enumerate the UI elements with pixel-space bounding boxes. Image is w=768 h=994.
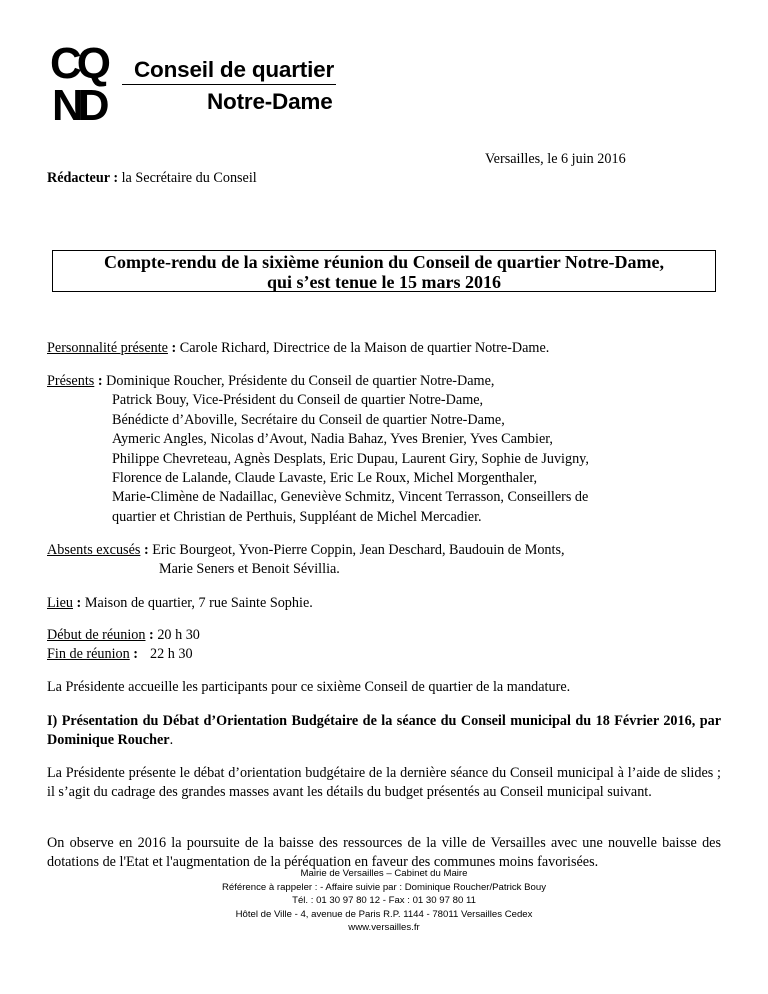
presents-line: Aymeric Angles, Nicolas d’Avout, Nadia Bahaz, Yves Brenier, Yves Cambier, [112,431,553,448]
absents-row [47,542,565,559]
logo-letters-bottom: ND [52,81,104,122]
fin-sep: : [129,646,139,663]
footer-line: Référence à rappeler : - Affaire suivie par : Dominique Roucher/Patrick Bouy [221,881,547,893]
cqnd-logo [50,42,122,122]
absents-line: Marie Seners et Benoit Sévillia. [159,561,340,578]
lieu-label: Lieu [47,595,73,611]
title-line2: qui s’est tenue le 15 mars 2016 [267,271,501,292]
logo-title-line1: Conseil de quartier [134,57,334,82]
redacteur-value: la Secrétaire du Conseil [118,170,257,186]
logo-divider [122,84,336,85]
lieu-sep: : [73,595,82,611]
paragraph-2: On observe en 2016 la poursuite de la baisse des ressources de la ville de Versailles avec une nouvelle baisse des dotations de l'Etat et l'augmentation de la péréquation en faveur des communes moins favorisées. [47,835,721,871]
personnalite-value: Carole Richard, Directrice de la Maison de quartier Notre-Dame. [176,340,550,356]
absents-sep: : [140,542,149,558]
page-footer [0,867,768,935]
personnalite-label: Personnalité présente [47,340,168,356]
presents-label: Présents [47,373,95,389]
title-line1: Compte-rendu de la sixième réunion du Conseil de quartier Notre-Dame, [104,252,664,272]
debut-row [47,627,200,644]
personnalite-row [47,340,549,357]
paragraph-1: La Présidente présente le débat d’orientation budgétaire de la dernière séance du Conseil municipal à l’aide de slides ; il s’agit du cadrage des grandes masses avant les détails du budget présentés au Conseil municipal suivant. [47,765,721,801]
presents-sep: : [94,373,103,389]
personnalite-sep: : [167,340,177,356]
footer-website-link[interactable]: www.versailles.fr [348,922,420,934]
section1-title: I) Présentation du Débat d’Orientation Budgétaire de la séance du Conseil municipal du 18 Février 2016, par Dominique Roucher [47,713,721,749]
redacteur [47,170,257,187]
presents-line: Dominique Roucher, Présidente du Conseil de quartier Notre-Dame, [102,373,495,389]
logo-title-line2: Notre-Dame [207,89,333,114]
fin-row [47,646,193,663]
section1-heading [47,712,721,751]
lieu-value: Maison de quartier, 7 rue Sainte Sophie. [81,595,313,611]
debut-value: 20 h 30 [153,627,200,643]
presents-line: quartier et Christian de Perthuis, Suppléant de Michel Mercadier. [112,508,482,525]
presents-row [47,373,494,390]
logo-letters-top: CQ [50,42,106,88]
lieu-row [47,595,313,612]
title-box [52,250,716,292]
footer-line: Mairie de Versailles – Cabinet du Maire [300,868,468,879]
section1-period: . [169,732,174,749]
presents-line: Florence de Lalande, Claude Lavaste, Eric Le Roux, Michel Morgenthaler, [112,470,538,486]
place-date: Versailles, le 6 juin 2016 [485,151,626,167]
presents-line: Marie-Climène de Nadaillac, Geneviève Schmitz, Vincent Terrasson, Conseillers de [112,489,589,506]
fin-label: Fin de réunion [47,646,130,663]
presents-line: Philippe Chevreteau, Agnès Desplats, Eric Dupau, Laurent Giry, Sophie de Juvigny, [112,450,589,467]
redacteur-label: Rédacteur : [47,170,119,186]
debut-label: Début de réunion [47,627,146,643]
intro-paragraph: La Présidente accueille les participants pour ce sixième Conseil de quartier de la mandature. [47,679,571,695]
presents-line: Patrick Bouy, Vice-Président du Conseil de quartier Notre-Dame, [112,392,484,409]
footer-line: Tél. : 01 30 97 80 12 - Fax : 01 30 97 80 11 [292,895,476,907]
absents-label: Absents excusés [47,542,141,558]
fin-value: 22 h 30 [150,646,193,663]
presents-line: Bénédicte d’Aboville, Secrétaire du Conseil de quartier Notre-Dame, [112,411,505,428]
debut-sep: : [145,627,154,643]
footer-line: Hôtel de Ville - 4, avenue de Paris R.P. 1144 - 78011 Versailles Cedex [235,908,533,920]
absents-line: Eric Bourgeot, Yvon-Pierre Coppin, Jean Deschard, Baudouin de Monts, [148,542,565,558]
